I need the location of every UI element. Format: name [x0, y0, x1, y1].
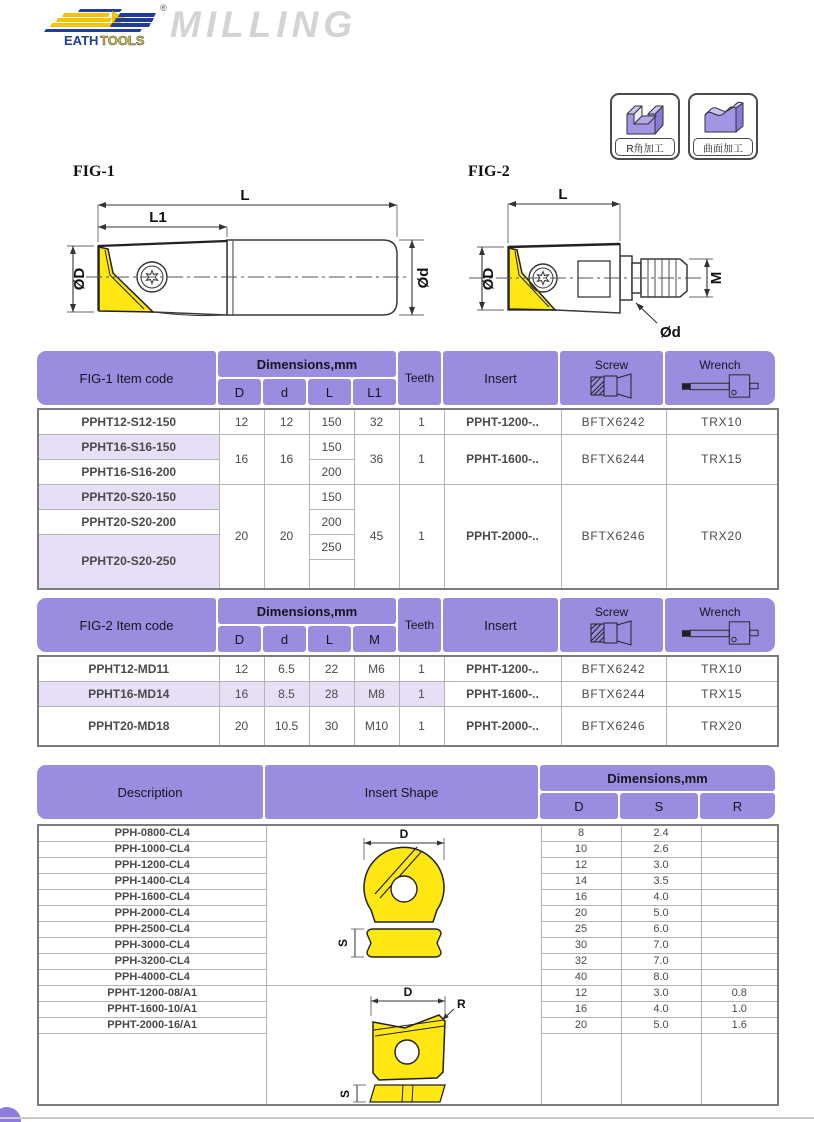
- screw-icon: [590, 373, 634, 399]
- capability-box-curved-surface: [688, 93, 758, 160]
- cell-S: 6.0: [621, 921, 701, 937]
- cell-S: 4.0: [621, 1001, 701, 1017]
- capability-label-curved-surface: 曲面加工: [693, 138, 753, 156]
- cell-screw: BFTX6246: [561, 484, 666, 589]
- square-insert-side-view: [370, 1085, 445, 1102]
- cell-filler: [621, 1033, 701, 1105]
- cell-item: PPHT20-S20-150: [38, 484, 219, 509]
- cell-screw: BFTX6242: [561, 656, 666, 681]
- cell-R: [701, 937, 778, 953]
- round-insert-side-view: [367, 929, 441, 957]
- cell-D: 20: [219, 706, 264, 746]
- cell-d: 6.5: [264, 656, 309, 681]
- cell-wrench: TRX15: [666, 434, 778, 484]
- cell-desc: PPH-1000-CL4: [38, 841, 266, 857]
- cell-item: PPHT16-MD14: [38, 681, 219, 706]
- insert-hole: [395, 1040, 419, 1064]
- cell-D: 10: [541, 841, 621, 857]
- cell-S: 5.0: [621, 905, 701, 921]
- table-row: [38, 706, 778, 731]
- brand-name-top: EATH: [64, 33, 99, 48]
- cell-teeth: 1: [399, 409, 444, 434]
- cell-desc: PPHT-1200-08/A1: [38, 985, 266, 1001]
- cell-item: PPHT16-S16-200: [38, 459, 219, 484]
- cell-desc: PPH-3000-CL4: [38, 937, 266, 953]
- round-insert-drawing: [267, 826, 540, 984]
- dim-label-OD: ØD: [71, 267, 88, 291]
- cell-S: 3.0: [621, 985, 701, 1001]
- cell-screw: BFTX6242: [561, 409, 666, 434]
- cell-R: 0.8: [701, 985, 778, 1001]
- header-D: D: [218, 626, 261, 652]
- table-row: [38, 681, 778, 706]
- table-row: [38, 825, 778, 841]
- cell-L: 30: [309, 706, 354, 746]
- cell-desc: PPH-3200-CL4: [38, 953, 266, 969]
- dim-label-L1: L1: [149, 209, 167, 226]
- table-row: [38, 409, 778, 434]
- dim-label-L: L: [558, 186, 568, 203]
- fig1-drawing: [40, 185, 460, 343]
- cell-L: 150: [309, 434, 354, 459]
- cell-D: 14: [541, 873, 621, 889]
- cell-D: 12: [541, 985, 621, 1001]
- header-R: R: [700, 793, 775, 819]
- cell-L: 150: [309, 409, 354, 434]
- cell-R: [701, 969, 778, 985]
- dim-label-S: S: [338, 1089, 352, 1098]
- cell-S: 7.0: [621, 953, 701, 969]
- u-channel-block-icon: [617, 98, 673, 138]
- cell-S: 7.0: [621, 937, 701, 953]
- cell-D: 20: [219, 484, 264, 589]
- cell-R: [701, 857, 778, 873]
- insert-shape-round-cell: [266, 825, 541, 985]
- cell-desc: PPH-4000-CL4: [38, 969, 266, 985]
- insert-table-header: [37, 765, 775, 819]
- header-description: Description: [37, 765, 263, 819]
- cell-item: PPHT20-MD18: [38, 706, 219, 746]
- wrench-icon: [679, 620, 761, 646]
- cell-wrench: TRX15: [666, 681, 778, 706]
- leader-line-R: [442, 1009, 454, 1020]
- header-M: M: [353, 626, 396, 652]
- dim-label-L: L: [240, 187, 250, 204]
- cell-wrench: TRX20: [666, 706, 778, 746]
- cell-R: 1.0: [701, 1001, 778, 1017]
- curved-surface-block-icon: [695, 98, 751, 138]
- header-insert: Insert: [443, 351, 558, 405]
- cell-filler: [309, 559, 354, 589]
- cell-screw: BFTX6244: [561, 681, 666, 706]
- cell-insert: PPHT-2000-..: [444, 484, 561, 589]
- cell-screw: BFTX6244: [561, 434, 666, 484]
- header-wrench-label: Wrench: [699, 357, 741, 372]
- cell-teeth: 1: [399, 706, 444, 746]
- cell-L: 28: [309, 681, 354, 706]
- cell-desc: PPH-2500-CL4: [38, 921, 266, 937]
- cell-desc: PPH-1200-CL4: [38, 857, 266, 873]
- cell-d: 12: [264, 409, 309, 434]
- cell-D: 32: [541, 953, 621, 969]
- cell-item: PPHT12-MD11: [38, 656, 219, 681]
- cell-item: PPHT20-S20-250: [38, 534, 219, 589]
- cell-R: [701, 841, 778, 857]
- cell-R: [701, 921, 778, 937]
- cell-L1: 36: [354, 434, 399, 484]
- cell-insert: PPHT-1200-..: [444, 409, 561, 434]
- cell-D: 16: [541, 1001, 621, 1017]
- header-L: L: [308, 626, 351, 652]
- cell-R: [701, 953, 778, 969]
- cell-D: 25: [541, 921, 621, 937]
- cell-L: 150: [309, 484, 354, 509]
- leader-line: [636, 303, 657, 323]
- cell-insert: PPHT-1200-..: [444, 656, 561, 681]
- cell-desc: PPH-2000-CL4: [38, 905, 266, 921]
- cell-S: 8.0: [621, 969, 701, 985]
- header-D: D: [540, 793, 618, 819]
- screw-icon: [590, 620, 634, 646]
- cell-D: 30: [541, 937, 621, 953]
- dim-label-Od: Ød: [660, 324, 681, 341]
- cell-filler: [701, 1033, 778, 1105]
- cell-insert: PPHT-1600-..: [444, 434, 561, 484]
- fig1-spec-table: [37, 408, 779, 590]
- cell-desc: PPH-1400-CL4: [38, 873, 266, 889]
- cell-desc: PPH-0800-CL4: [38, 825, 266, 841]
- table-row: [38, 656, 778, 681]
- cell-D: 16: [219, 681, 264, 706]
- brand-logo: [24, 5, 166, 51]
- header-screw: [560, 598, 663, 652]
- cell-screw: BFTX6246: [561, 706, 666, 746]
- cell-L: 22: [309, 656, 354, 681]
- dim-label-D: D: [399, 827, 409, 842]
- cell-item: PPHT12-S12-150: [38, 409, 219, 434]
- cell-D: 8: [541, 825, 621, 841]
- capability-label-r-corner: R角加工: [615, 138, 675, 156]
- page-title: MILLING: [170, 4, 358, 45]
- cell-R: [701, 889, 778, 905]
- header-insert: Insert: [443, 598, 558, 652]
- square-insert-drawing: [267, 986, 540, 1104]
- cell-S: 2.4: [621, 825, 701, 841]
- header-screw: [560, 351, 663, 405]
- cell-R: [701, 873, 778, 889]
- cell-d: 8.5: [264, 681, 309, 706]
- dim-label-OD: ØD: [480, 267, 497, 291]
- cell-M: M10: [354, 706, 399, 746]
- brand-name-bottom: TOOLS: [100, 33, 145, 48]
- insert-shape-square-cell: [266, 985, 541, 1105]
- registered-mark: ®: [160, 3, 167, 13]
- wrench-icon: [679, 373, 761, 399]
- cell-item: PPHT16-S16-150: [38, 434, 219, 459]
- table-row: [38, 484, 778, 509]
- header-teeth: Teeth: [398, 351, 441, 405]
- cell-R: [701, 905, 778, 921]
- header-d: d: [263, 379, 306, 405]
- drive-square: [578, 261, 610, 297]
- cell-D: 20: [541, 1017, 621, 1033]
- cell-d: 16: [264, 434, 309, 484]
- capability-box-r-corner: [610, 93, 680, 160]
- cell-L: 250: [309, 534, 354, 559]
- dim-label-R: R: [457, 996, 466, 1011]
- cell-d: 10.5: [264, 706, 309, 746]
- dim-label-Od: Ød: [415, 267, 432, 289]
- header-screw-label: Screw: [594, 357, 629, 372]
- cell-wrench: TRX10: [666, 656, 778, 681]
- header-D: D: [218, 379, 261, 405]
- cell-M: M6: [354, 656, 399, 681]
- fig2-drawing: [455, 185, 810, 353]
- cell-wrench: TRX10: [666, 409, 778, 434]
- cell-S: 2.6: [621, 841, 701, 857]
- header-S: S: [620, 793, 698, 819]
- cell-teeth: 1: [399, 434, 444, 484]
- cell-M: M8: [354, 681, 399, 706]
- fig2-table-header: [37, 598, 775, 652]
- header-dimensions: Dimensions,mm: [218, 598, 396, 624]
- cell-D: 12: [219, 409, 264, 434]
- page-bottom-rule: [0, 1117, 814, 1119]
- cell-L: 200: [309, 459, 354, 484]
- cell-S: 3.0: [621, 857, 701, 873]
- cell-filler: [38, 1033, 266, 1105]
- header-dimensions: Dimensions,mm: [218, 351, 396, 377]
- dim-label-S: S: [336, 939, 350, 948]
- cell-R: 1.6: [701, 1017, 778, 1033]
- cell-desc: PPHT-2000-16/A1: [38, 1017, 266, 1033]
- dim-label-D: D: [403, 985, 413, 999]
- cell-wrench: TRX20: [666, 484, 778, 589]
- page-corner-dot: [0, 1107, 21, 1122]
- cell-S: 5.0: [621, 1017, 701, 1033]
- cell-teeth: 1: [399, 656, 444, 681]
- cell-desc: PPHT-1600-10/A1: [38, 1001, 266, 1017]
- cell-item: PPHT20-S20-200: [38, 509, 219, 534]
- cell-L: 200: [309, 509, 354, 534]
- cell-filler: [541, 1033, 621, 1105]
- cell-D: 16: [219, 434, 264, 484]
- fig1-label: FIG-1: [73, 163, 115, 180]
- header-screw-label: Screw: [594, 604, 629, 619]
- header-teeth: Teeth: [398, 598, 441, 652]
- header-wrench: [665, 351, 775, 405]
- cell-D: 16: [541, 889, 621, 905]
- cell-D: 12: [219, 656, 264, 681]
- cell-R: [701, 825, 778, 841]
- dim-label-M: M: [708, 271, 725, 285]
- cell-d: 20: [264, 484, 309, 589]
- fig1-table-header: [37, 351, 775, 405]
- fig2-spec-table: [37, 655, 779, 747]
- table-row: [38, 434, 778, 459]
- cell-D: 12: [541, 857, 621, 873]
- cell-S: 4.0: [621, 889, 701, 905]
- header-item-code: FIG-2 Item code: [37, 598, 216, 652]
- header-wrench-label: Wrench: [699, 604, 741, 619]
- cell-D: 20: [541, 905, 621, 921]
- header-L1: L1: [353, 379, 396, 405]
- cell-insert: PPHT-2000-..: [444, 706, 561, 746]
- cell-desc: PPH-1600-CL4: [38, 889, 266, 905]
- cell-teeth: 1: [399, 681, 444, 706]
- cell-D: 40: [541, 969, 621, 985]
- header-dimensions: Dimensions,mm: [540, 765, 775, 791]
- insert-spec-table: [37, 824, 779, 1106]
- fig2-label: FIG-2: [468, 163, 510, 180]
- cell-insert: PPHT-1600-..: [444, 681, 561, 706]
- cell-teeth: 1: [399, 484, 444, 589]
- cell-S: 3.5: [621, 873, 701, 889]
- header-item-code: FIG-1 Item code: [37, 351, 216, 405]
- tool-shank: [227, 240, 397, 315]
- cell-L1: 32: [354, 409, 399, 434]
- header-L: L: [308, 379, 351, 405]
- header-insert-shape: Insert Shape: [265, 765, 538, 819]
- insert-hole: [391, 876, 417, 902]
- cell-L1: 45: [354, 484, 399, 589]
- header-d: d: [263, 626, 306, 652]
- table-row: [38, 985, 778, 1001]
- header-wrench: [665, 598, 775, 652]
